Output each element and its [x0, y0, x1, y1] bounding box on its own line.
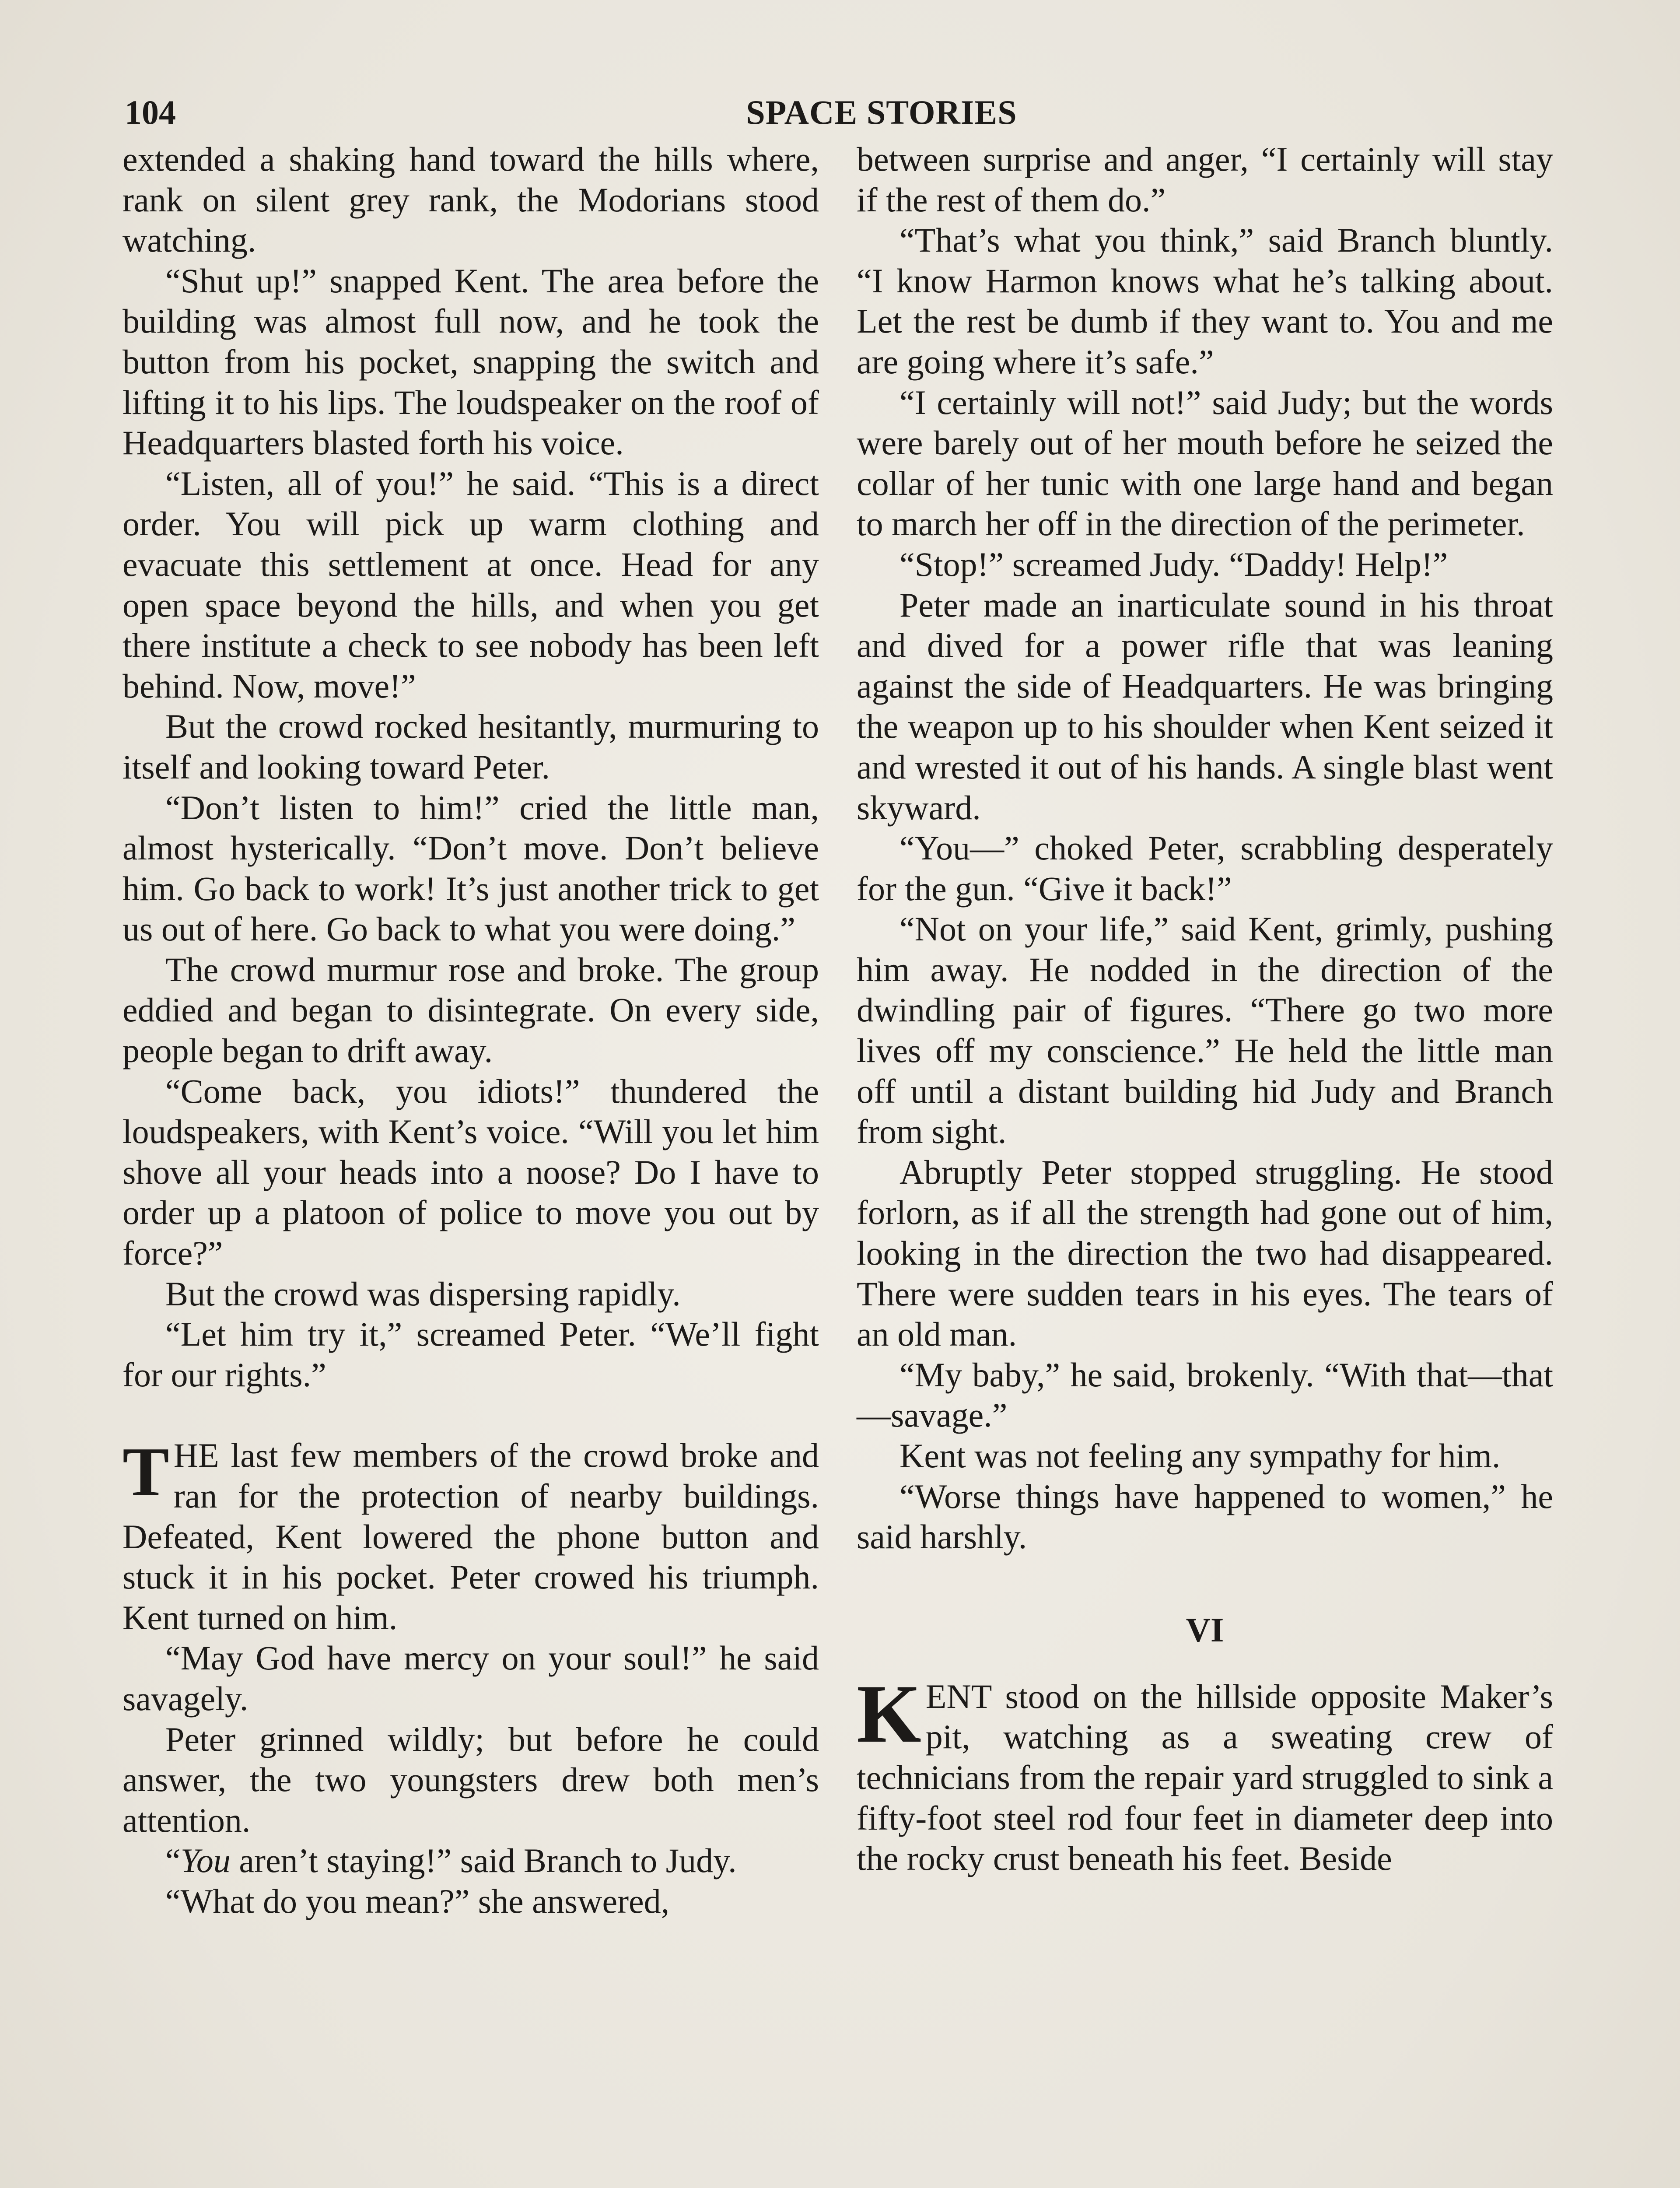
paragraph: “My baby,” he said, brokenly. “With that—that—savage.” [857, 1355, 1553, 1434]
paragraph: “What do you mean?” she answered, [165, 1882, 670, 1920]
drop-cap: K [857, 1668, 921, 1760]
paragraph-text: HE last few members of the crowd broke and ran for the protection of nearby buildings. Defeated, Kent lowered the phone button and stuck it in his pocket. Peter crowed his triumph. Kent turned on him. [122, 1436, 819, 1637]
paragraph: extended a shaking hand toward the hills where, rank on silent grey rank, the Modorians stood watching. [122, 140, 819, 259]
paragraph: between surprise and anger, “I certainly will stay if the rest of them do.” [857, 140, 1553, 219]
paragraph: “Come back, you idiots!” thundered the loudspeakers, with Kent’s voice. “Will you let him shove all your heads into a noose? Do I have to order up a platoon of police to move you out by force?” [122, 1072, 819, 1273]
left-column [122, 139, 819, 1922]
page-header [125, 93, 1560, 132]
paragraph: Peter grinned wildly; but before he could answer, the two youngsters drew both men’s attention. [122, 1720, 819, 1839]
paragraph: Peter made an inarticulate sound in his throat and dived for a power rifle that was leaning against the side of Headquarters. He was bringing the weapon up to his shoulder when Kent seized it and wrested it out of his hands. A single blast went skyward. [857, 586, 1553, 827]
paragraph: But the crowd was dispersing rapidly. [165, 1274, 681, 1313]
paragraph: The crowd murmur rose and broke. The group eddied and began to disintegrate. On every side, people began to drift away. [122, 950, 819, 1070]
section-opening-paragraph [122, 1435, 819, 1638]
paragraph: “That’s what you think,” said Branch bluntly. “I know Harmon knows what he’s talking about. Let the rest be dumb if they want to. You and me are going where it’s safe.” [857, 221, 1553, 381]
emphasized-word: You [180, 1841, 231, 1880]
paragraph: “Listen, all of you!” he said. “This is a direct order. You will pick up warm clothing and evacuate this settlement at once. Head for any open space beyond the hills, and when you get there institute a check to see nobody has been left behind. Now, move!” [122, 464, 819, 705]
running-head: SPACE STORIES [746, 93, 1017, 131]
paragraph: “Stop!” screamed Judy. “Daddy! Help!” [900, 545, 1448, 583]
paragraph: “I certainly will not!” said Judy; but the words were barely out of her mouth before he seized the collar of her tunic with one large hand and began to march her off in the direction of the perimeter. [857, 383, 1553, 543]
paragraph: “You aren’t staying!” said Branch to Judy. [165, 1841, 737, 1880]
paragraph-text: ENT stood on the hillside opposite Maker’s pit, watching as a sweating crew of technicians from the repair yard struggled to sink a fifty-foot steel rod four feet in diameter deep into the rocky crust beneath his feet. Beside [857, 1677, 1553, 1878]
section-opening-paragraph [857, 1668, 1553, 1879]
paragraph: “Shut up!” snapped Kent. The area before the building was almost full now, and he took the button from his pocket, snapping the switch and lifting it to his lips. The loudspeaker on the roof of Headquarters blasted forth his voice. [122, 261, 819, 462]
drop-cap: T [122, 1433, 169, 1511]
paragraph: “You—” choked Peter, scrabbling desperately for the gun. “Give it back!” [857, 829, 1553, 908]
paragraph: Abruptly Peter stopped struggling. He stood forlorn, as if all the strength had gone out of him, looking in the direction the two had disappeared. There were sudden tears in his eyes. The tears of an old man. [857, 1153, 1553, 1353]
paragraph: Kent was not feeling any sympathy for him. [900, 1437, 1501, 1475]
paragraph-text: aren’t staying!” said Branch to Judy. [230, 1841, 737, 1880]
paragraph: But the crowd rocked hesitantly, murmuring to itself and looking toward Peter. [122, 707, 819, 786]
paragraph: “May God have mercy on your soul!” he said savagely. [122, 1639, 819, 1718]
paragraph: “Not on your life,” said Kent, grimly, pushing him away. He nodded in the direction of the dwindling pair of figures. “There go two more lives off my conscience.” He held the little man off until a distant building hid Judy and Branch from sight. [857, 910, 1553, 1151]
right-column [857, 139, 1553, 1879]
page-number: 104 [125, 93, 176, 131]
chapter-heading: VI [1186, 1610, 1224, 1649]
paragraph: “Let him try it,” screamed Peter. “We’ll fight for our rights.” [122, 1315, 819, 1394]
paragraph: “Don’t listen to him!” cried the little man, almost hysterically. “Don’t move. Don’t believe him. Go back to work! It’s just another trick to get us out of here. Go back to what you were doing.” [122, 788, 819, 948]
paragraph: “Worse things have happened to women,” he said harshly. [857, 1477, 1553, 1556]
